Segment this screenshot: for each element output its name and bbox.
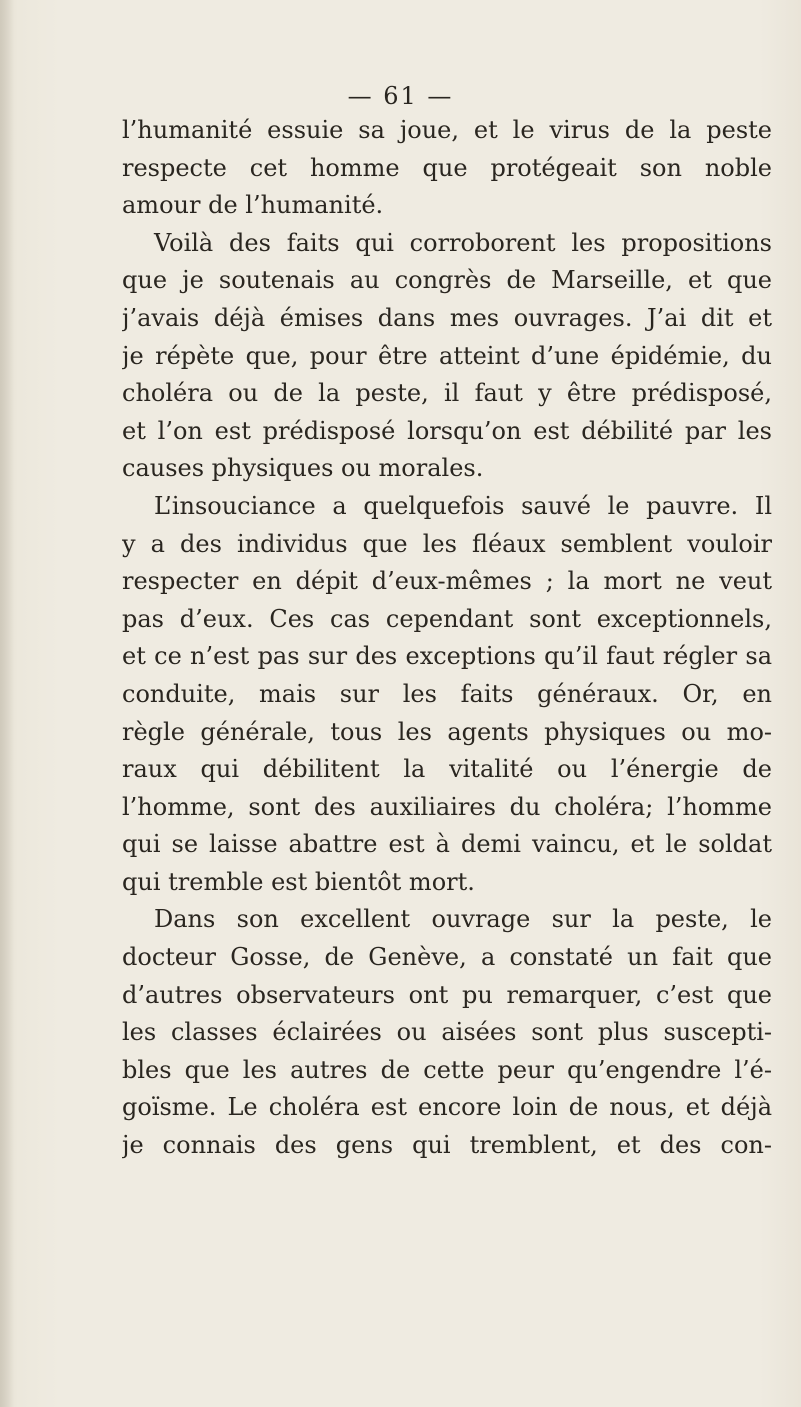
text-line: bles que les autres de cette peur qu’engendre l’é- [122, 1055, 772, 1084]
text-line: Voilà des faits qui corroborent les propositions [154, 228, 772, 257]
text-line: d’autres observateurs ont pu remarquer, c’est que [122, 980, 772, 1009]
text-line: conduite, mais sur les faits généraux. Or, en [122, 679, 772, 708]
text-line: l’homme, sont des auxiliaires du choléra; l’homme [122, 792, 772, 821]
text-line: pas d’eux. Ces cas cependant sont exceptionnels, [122, 604, 772, 633]
text-line: choléra ou de la peste, il faut y être prédisposé, [122, 379, 772, 408]
text-line: raux qui débilitent la vitalité ou l’énergie de [122, 755, 772, 784]
text-line: amour de l’humanité. [122, 191, 384, 220]
page-gutter-shadow [0, 0, 14, 1407]
text-line: je connais des gens qui tremblent, et des con- [122, 1131, 772, 1160]
text-line: qui se laisse abattre est à demi vaincu, et le soldat [122, 830, 772, 859]
text-line: Dans son excellent ouvrage sur la peste, le [154, 905, 772, 934]
text-line: causes physiques ou morales. [122, 454, 484, 483]
text-line: et ce n’est pas sur des exceptions qu’il faut régler sa [122, 642, 772, 671]
text-line: et l’on est prédisposé lorsqu’on est débilité par les [122, 416, 772, 445]
text-line: j’avais déjà émises dans mes ouvrages. J’ai dit et [122, 303, 772, 332]
text-line: respecter en dépit d’eux-mêmes ; la mort ne veut [122, 567, 772, 596]
text-line: que je soutenais au congrès de Marseille, et que [122, 266, 772, 295]
text-line: respecte cet homme que protégeait son noble [122, 153, 772, 182]
page-number: — 61 — [347, 82, 454, 110]
text-line: les classes éclairées ou aisées sont plus suscepti- [122, 1018, 772, 1047]
text-line: je répète que, pour être atteint d’une épidémie, du [122, 341, 772, 370]
text-line: règle générale, tous les agents physiques ou mo- [122, 717, 772, 746]
text-line: L’insouciance a quelquefois sauvé le pauvre. Il [154, 491, 772, 520]
text-line: docteur Gosse, de Genève, a constaté un fait que [122, 943, 772, 972]
text-line: qui tremble est bientôt mort. [122, 867, 475, 896]
text-line: goïsme. Le choléra est encore loin de nous, et déjà [122, 1093, 772, 1122]
body-text [122, 112, 772, 1165]
text-line: l’humanité essuie sa joue, et le virus de la peste [122, 116, 772, 144]
text-line: y a des individus que les fléaux semblent vouloir [122, 529, 772, 558]
